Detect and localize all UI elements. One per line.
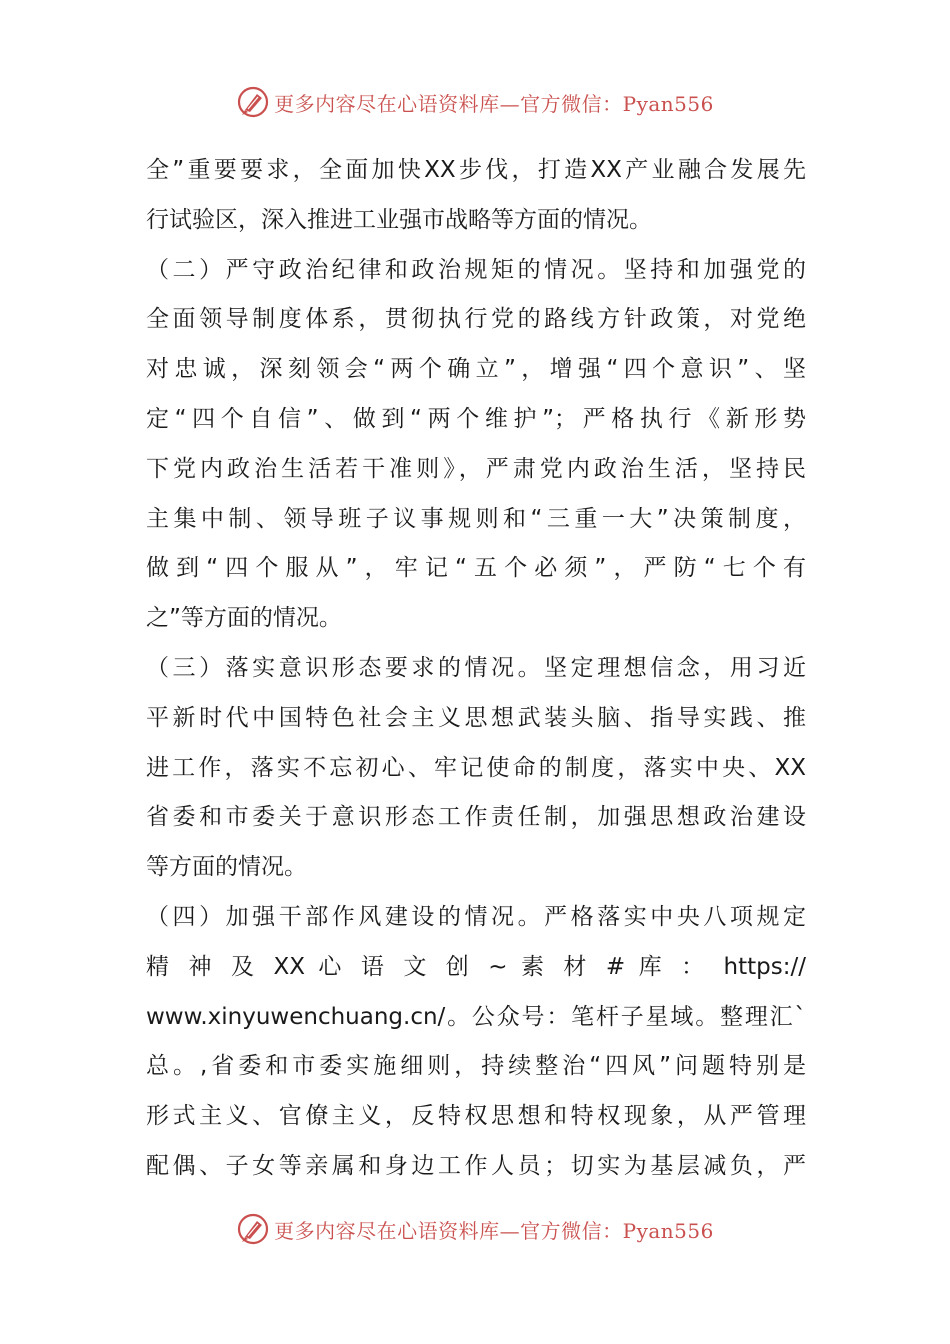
text-line: 精 神 及 XX 心 语 文 创 ~ 素 材 # 库 ： https:// xyxy=(146,953,806,980)
pen-nib-logo-icon xyxy=(236,85,270,119)
text-line: 平新时代中国特色社会主义思想武装头脑、指导实践、推 xyxy=(146,704,806,731)
text-line: （四）加强干部作风建设的情况。严格落实中央八项规定 xyxy=(146,903,806,930)
text-line: 等方面的情况。 xyxy=(146,854,307,881)
text-line: 全面领导制度体系，贯彻执行党的路线方针政策，对党绝 xyxy=(146,306,806,333)
document-body xyxy=(146,146,806,1192)
footer-watermark-banner xyxy=(0,1209,950,1249)
header-watermark-text: 更多内容尽在心语资料库—官方微信：Pyan556 xyxy=(274,91,714,116)
text-line: 定“四个自信”、做到“两个维护”；严格执行《新形势 xyxy=(146,405,806,432)
text-line: 下党内政治生活若干准则》，严肃党内政治生活，坚持民 xyxy=(146,455,806,482)
header-watermark-banner xyxy=(0,82,950,122)
text-line: 配偶、子女等亲属和身边工作人员；切实为基层减负，严 xyxy=(146,1152,806,1179)
footer-watermark-text: 更多内容尽在心语资料库—官方微信：Pyan556 xyxy=(274,1218,714,1243)
text-line: www.xinyuwenchuang.cn/。公众号：笔杆子星域。整理汇` xyxy=(146,1003,806,1030)
text-line: 进工作，落实不忘初心、牢记使命的制度，落实中央、XX xyxy=(146,754,806,781)
text-line: 全”重要要求，全面加快XX步伐，打造XX产业融合发展先 xyxy=(146,157,806,183)
pen-nib-logo-icon xyxy=(236,1212,270,1246)
text-line: 做到“四个服从”，牢记“五个必须”，严防“七个有 xyxy=(146,555,806,582)
text-line: 行试验区，深入推进工业强市战略等方面的情况。 xyxy=(146,206,652,233)
text-line: 形式主义、官僚主义，反特权思想和特权现象，从严管理 xyxy=(146,1103,806,1130)
text-line: 总。,省委和市委实施细则，持续整治“四风”问题特别是 xyxy=(146,1053,806,1080)
text-line: （二）严守政治纪律和政治规矩的情况。坚持和加强党的 xyxy=(146,256,806,283)
text-line: 主集中制、领导班子议事规则和“三重一大”决策制度， xyxy=(146,505,806,532)
text-line: （三）落实意识形态要求的情况。坚定理想信念，用习近 xyxy=(146,654,806,681)
text-line: 省委和市委关于意识形态工作责任制，加强思想政治建设 xyxy=(146,804,806,831)
text-line: 对忠诚，深刻领会“两个确立”，增强“四个意识”、坚 xyxy=(146,356,806,383)
text-line: 之”等方面的情况。 xyxy=(146,605,342,632)
